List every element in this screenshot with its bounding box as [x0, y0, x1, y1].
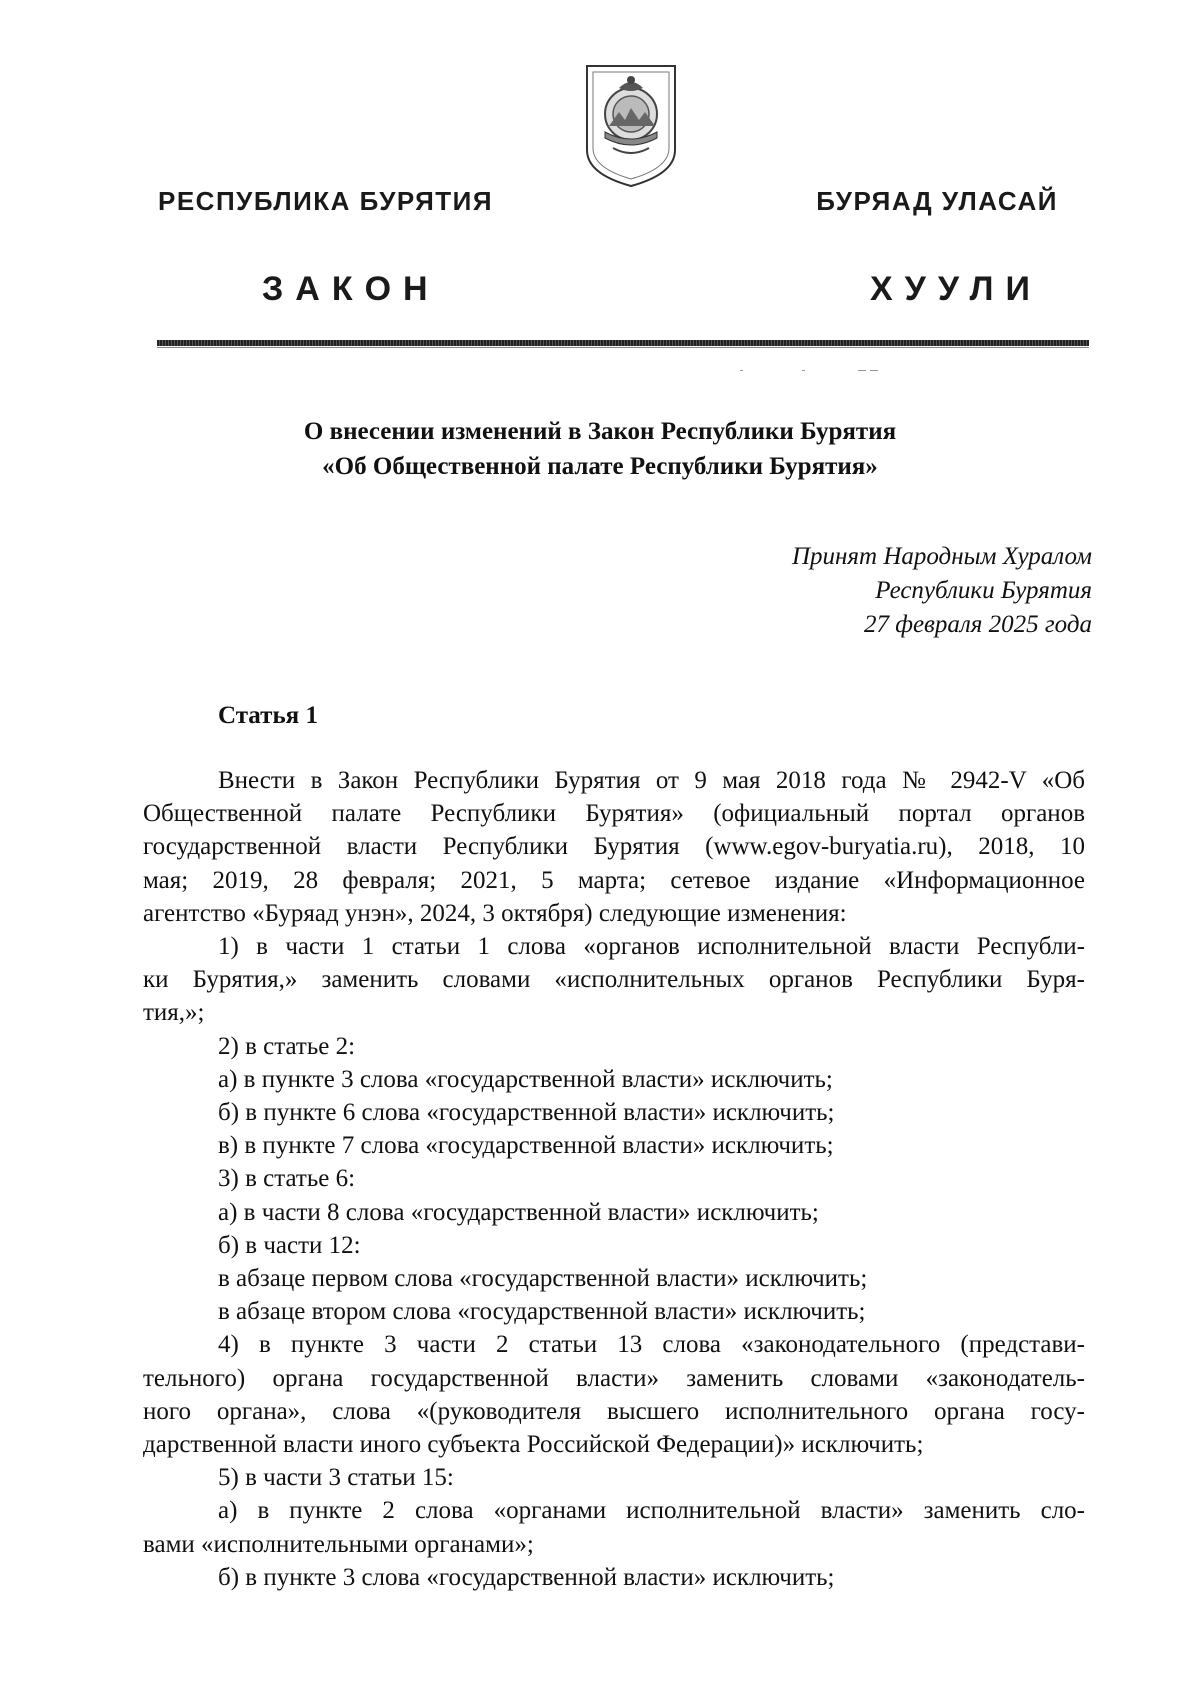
body-line: 4) в пункте 3 части 2 статьи 13 слова «законодательного (представи-: [218, 1331, 1085, 1358]
adoption-line-1: Принят Народным Хуралом: [791, 543, 1092, 570]
body-line: агентство «Буряад унэн», 2024, 3 октября) следующие изменения:: [143, 900, 847, 927]
law-title-line-1: О внесении изменений в Закон Республики Бурятия: [303, 418, 897, 445]
body-line: 3) в статье 6:: [218, 1165, 356, 1192]
law-label-buryat: ХУУЛИ: [870, 270, 1042, 308]
body-line: а) в пункте 2 слова «органами исполнительной власти» заменить сло-: [218, 1497, 1085, 1524]
body-line: б) в пункте 6 слова «государственной власти» исключить;: [218, 1099, 835, 1126]
republic-name-russian: РЕСПУБЛИКА БУРЯТИЯ: [158, 186, 494, 216]
body-line: вами «исполнительными органами»;: [143, 1531, 534, 1558]
body-line: в) в пункте 7 слова «государственной власти» исключить;: [218, 1132, 834, 1159]
body-line: Общественной палате Республики Бурятия» (официальный портал органов: [143, 800, 1085, 827]
body-line: а) в части 8 слова «государственной власти» исключить;: [218, 1199, 819, 1226]
body-line: а) в пункте 3 слова «государственной власти» исключить;: [218, 1066, 833, 1093]
body-line: в абзаце первом слова «государственной власти» исключить;: [218, 1265, 868, 1292]
body-line: в абзаце втором слова «государственной власти» исключить;: [218, 1298, 866, 1325]
adoption-date: 27 февраля 2025 года: [863, 611, 1092, 638]
body-line: 5) в части 3 статьи 15:: [218, 1464, 454, 1491]
scan-specks: [740, 370, 880, 374]
body-line: б) в части 12:: [218, 1232, 361, 1259]
body-line: 1) в части 1 статьи 1 слова «органов исполнительной власти Республи-: [218, 933, 1085, 960]
body-line: 2) в статье 2:: [218, 1033, 356, 1060]
body-line: дарственной власти иного субъекта Российской Федерации)» исключить;: [143, 1431, 924, 1458]
body-line: ного органа», слова «(руководителя высшего исполнительного органа госу-: [143, 1398, 1085, 1425]
coat-of-arms-icon: [583, 62, 679, 190]
body-line: ки Бурятия,» заменить словами «исполнительных органов Республики Буря-: [143, 966, 1085, 993]
body-line: тельного) органа государственной власти» заменить словами «законодатель-: [143, 1365, 1085, 1392]
body-line: тия,»;: [143, 999, 205, 1026]
law-label-russian: ЗАКОН: [262, 270, 440, 308]
body-line: мая; 2019, 28 февраля; 2021, 5 марта; сетевое издание «Информационное: [143, 867, 1085, 894]
adoption-line-2: Республики Бурятия: [875, 577, 1092, 604]
article-heading: Статья 1: [218, 702, 318, 729]
header-divider-shadow: [157, 347, 1089, 348]
law-title-line-2: «Об Общественной палате Республики Бурятия»: [322, 453, 878, 480]
body-line: государственной власти Республики Бурятия (www.egov-buryatia.ru), 2018, 10: [143, 833, 1085, 860]
header-divider: [157, 340, 1089, 346]
body-line: Внести в Закон Республики Бурятия от 9 мая 2018 года № 2942-V «Об: [218, 767, 1085, 794]
body-line: б) в пункте 3 слова «государственной власти» исключить;: [218, 1564, 835, 1591]
republic-name-buryat: БУРЯАД УЛАСАЙ: [816, 186, 1058, 216]
